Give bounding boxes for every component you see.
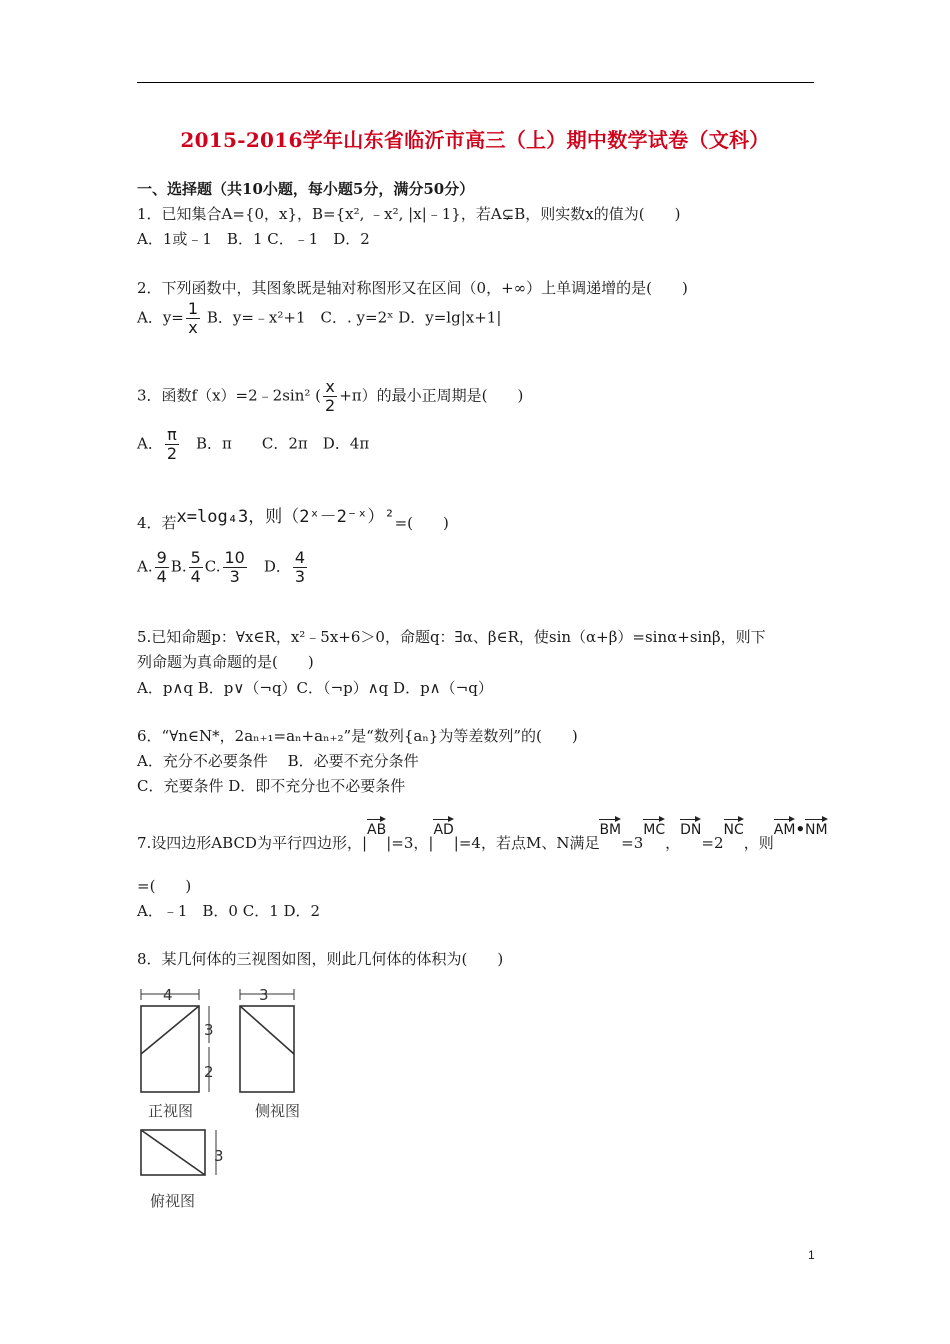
document-title: 2015-2016学年山东省临沂市高三（上）期中数学试卷（文科） — [180, 128, 770, 152]
q3-stem-fraction — [323, 378, 337, 415]
fraction-denominator: 2 — [325, 396, 336, 415]
q4-option-a-label: A. — [137, 557, 153, 576]
q4-option-b-label: B. — [170, 557, 187, 576]
fraction-denominator: x — [188, 318, 198, 337]
q1-stem: 1．已知集合A={0，x}，B={x², ﹣x², |x|﹣1}，若A⊊B，则实数x的值为( ) — [137, 205, 681, 223]
q7-stem-text: =3 — [621, 834, 644, 852]
q3-option-a-label: A． — [137, 434, 163, 453]
q4-option-a-fraction — [155, 549, 169, 586]
q2-option-a-label: A．y= — [137, 308, 184, 327]
q7-stem-text: ， — [665, 834, 681, 852]
q7-stem — [137, 820, 828, 853]
q3-stem-prefix: 3．函数f（x）=2﹣2sin² ( — [137, 386, 321, 405]
q7-stem-text: |=3，| — [386, 834, 434, 852]
q7-stem-line2: =( ) — [137, 877, 192, 895]
fraction-numerator: π — [167, 425, 177, 444]
q5-stem-line2: 列命题为真命题的是( ) — [137, 653, 314, 671]
vector-ab: AB — [367, 816, 386, 838]
fraction-numerator: 10 — [224, 548, 245, 567]
q3-stem-suffix: +π）的最小正周期是( ) — [339, 386, 524, 405]
fraction-denominator: 3 — [229, 567, 240, 586]
front-view-rect — [141, 1006, 199, 1092]
q8-stem: 8．某几何体的三视图如图，则此几何体的体积为( ) — [137, 950, 504, 968]
q6-options-line1: A．充分不必要条件 B．必要不充分条件 — [137, 752, 419, 770]
fraction-denominator: 2 — [166, 444, 178, 463]
dot-product-symbol: • — [795, 820, 806, 838]
vector-am: AM — [774, 816, 796, 838]
q7-stem-prefix: 7.设四边形ABCD为平行四边形，| — [137, 834, 368, 852]
top-view-diagonal — [141, 1130, 205, 1175]
q4-expression: x=log₄3，则（2ˣ－2⁻ˣ）² — [176, 507, 395, 527]
section-heading: 一、选择题（共10小题，每小题5分，满分50分） — [137, 180, 475, 198]
side-view-label: 侧视图 — [255, 1102, 301, 1120]
q7-stem-text: ，则 — [743, 834, 774, 852]
q5-stem-line1: 5.已知命题p：∀x∈R，x²﹣5x+6＞0，命题q：∃α、β∈R，使sin（α+β）=sinα+sinβ，则下 — [137, 628, 766, 646]
q2-options — [137, 300, 501, 337]
q4-stem — [137, 508, 449, 533]
fraction-numerator: x — [325, 377, 335, 396]
header-rule — [137, 82, 814, 83]
q3-stem — [137, 378, 523, 415]
q6-options-line2: C．充要条件 D．即不充分也不必要条件 — [137, 777, 406, 795]
q2-stem: 2．下列函数中，其图象既是轴对称图形又在区间（0，+∞）上单调递增的是( ) — [137, 279, 688, 297]
q7-stem-text: |=4，若点M、N满足 — [453, 834, 600, 852]
q4-option-c-fraction — [223, 549, 247, 586]
q7-options: A．﹣1 B．0 C．1 D．2 — [137, 902, 321, 920]
q3-option-a-fraction — [165, 426, 179, 463]
dim-top-depth: 3 — [214, 1147, 224, 1165]
dim-front-width: 4 — [163, 986, 173, 1004]
fraction-denominator: 3 — [294, 567, 306, 586]
fraction-denominator: 4 — [190, 567, 201, 586]
q4-option-d-fraction — [293, 549, 307, 586]
dim-front-lower: 2 — [204, 1063, 214, 1081]
page-number: 1 — [808, 1248, 815, 1262]
vector-mc: MC — [643, 816, 665, 838]
fraction-numerator: 9 — [156, 548, 167, 567]
dim-front-upper: 3 — [204, 1021, 214, 1039]
q4-options — [137, 549, 309, 586]
q6-stem: 6．“∀n∈N*，2aₙ₊₁=aₙ+aₙ₊₂”是“数列{aₙ}为等差数列”的( ) — [137, 727, 578, 745]
fraction-numerator: 5 — [190, 548, 201, 567]
fraction-numerator: 4 — [294, 548, 306, 567]
fraction-denominator: 4 — [156, 567, 167, 586]
fraction-numerator: 1 — [187, 299, 199, 318]
q4-stem-prefix: 4．若 — [137, 514, 177, 532]
q2-options-rest: B．y=﹣x²+1 C．. y=2ˣ D．y=lg|x+1| — [206, 308, 502, 327]
side-view-rect — [240, 1006, 294, 1092]
vector-nc: NC — [724, 816, 744, 838]
q1-options: A．1或﹣1 B．1 C．﹣1 D．2 — [137, 230, 370, 248]
vector-nm: NM — [805, 816, 828, 838]
q3-options-rest: B．π C．2π D．4π — [181, 434, 370, 453]
q5-options: A．p∧q B．p∨（¬q）C．（¬p）∧q D．p∧（¬q） — [137, 679, 493, 697]
q4-stem-suffix: =( ) — [394, 514, 449, 532]
vector-bm: BM — [599, 816, 621, 838]
top-view-label: 俯视图 — [150, 1192, 196, 1210]
front-view-label: 正视图 — [148, 1102, 194, 1120]
side-view-diagonal — [240, 1006, 294, 1054]
q4-option-d-label: D． — [248, 557, 291, 576]
q3-options — [137, 426, 369, 463]
dim-side-width: 3 — [259, 986, 269, 1004]
q7-stem-text: =2 — [701, 834, 724, 852]
vector-ad: AD — [433, 816, 453, 838]
vector-dn: DN — [680, 816, 701, 838]
q2-option-a-fraction — [186, 300, 200, 337]
front-view-diagonal — [141, 1006, 199, 1054]
q4-option-b-fraction — [189, 549, 203, 586]
q4-option-c-label: C. — [204, 557, 221, 576]
